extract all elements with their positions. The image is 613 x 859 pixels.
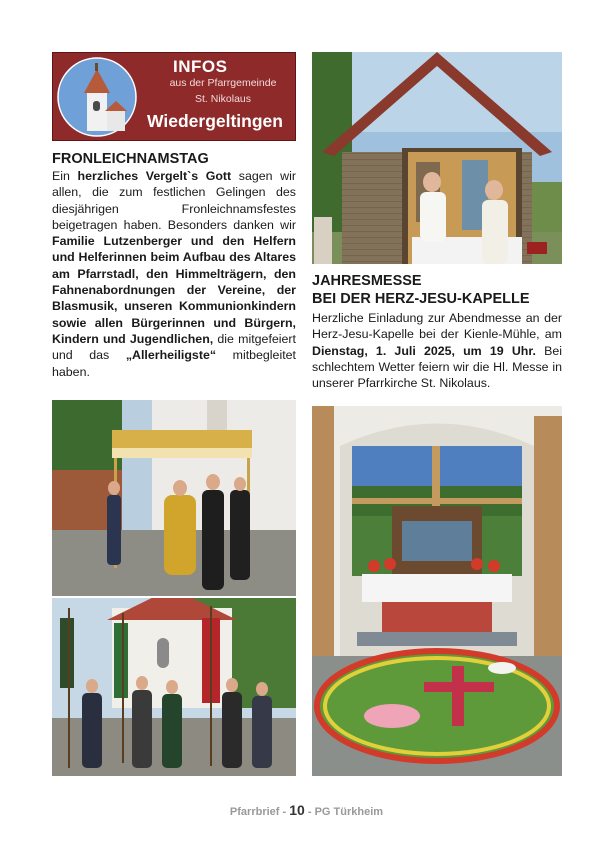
article1-text-2: sagen wir allen, die zum festlichen Gelingen des diesjährigen Fronleichnamsfestes beigetragen haben. Besonders danken wir bbox=[52, 169, 296, 232]
article1-text-1: Ein bbox=[52, 169, 78, 183]
footer-page-number: 10 bbox=[289, 802, 305, 818]
parish-header bbox=[52, 52, 296, 141]
procession-canopy-photo bbox=[52, 400, 296, 596]
altar-flower-carpet-photo bbox=[312, 406, 562, 776]
header-title: INFOS bbox=[173, 57, 228, 76]
footer-parish-group: - PG Türkheim bbox=[307, 806, 384, 818]
article1-text-3: die mitgefeiert und das bbox=[52, 331, 296, 363]
article1-bold-1: herzliches Vergelt`s Gott bbox=[77, 169, 232, 183]
article2-title-line1: JAHRESMESSE bbox=[312, 273, 422, 289]
chapel-mass-photo bbox=[312, 52, 562, 264]
article1-text-4: mitbegleitet haben. bbox=[52, 348, 296, 379]
footer-publication: Pfarrbrief - bbox=[229, 806, 287, 818]
page-footer bbox=[0, 802, 613, 818]
article1-title: FRONLEICHNAMSTAG bbox=[52, 151, 209, 167]
church-tower-logo-icon bbox=[57, 57, 137, 137]
article2-text-1: Herzliche Einladung zur Abendmesse an der Herz-Jesu-Kapelle bei der Kienle-Mühle, am bbox=[312, 311, 562, 342]
article1-body bbox=[52, 168, 296, 380]
article2-bold-1: Dienstag, 1. Juli 2025, um 19 Uhr. bbox=[312, 343, 536, 358]
article2-text-2: Bei schlechtem Wetter feiern wir die Hl. Messe in unserer Pfarrkirche St. Nikolaus. bbox=[312, 343, 562, 391]
header-parish-name: St. Nikolaus bbox=[194, 93, 252, 105]
article1-heading bbox=[52, 150, 296, 168]
article2-heading bbox=[312, 272, 562, 308]
header-town: Wiedergeltingen bbox=[147, 111, 283, 131]
article2-title-line2: BEI DER HERZ-JESU-KAPELLE bbox=[312, 291, 530, 307]
article1-bold-2: Familie Lutzenberger und den Helfern und Helferinnen beim Aufbau des Altares am Pfarrstadl, den Himmelträgern, den Fahnenabordnungen der Vereine, der Blasmusik, unseren Kommunionkindern sowie allen Bürgerinnen und Bürgern, Kindern und Jugendlichen, bbox=[52, 234, 296, 346]
article2-body bbox=[312, 310, 562, 391]
flag-bearers-photo bbox=[52, 598, 296, 776]
header-subtitle: aus der Pfarrgemeinde bbox=[169, 77, 277, 89]
article1-bold-3: „Allerheiligste“ bbox=[125, 348, 217, 363]
